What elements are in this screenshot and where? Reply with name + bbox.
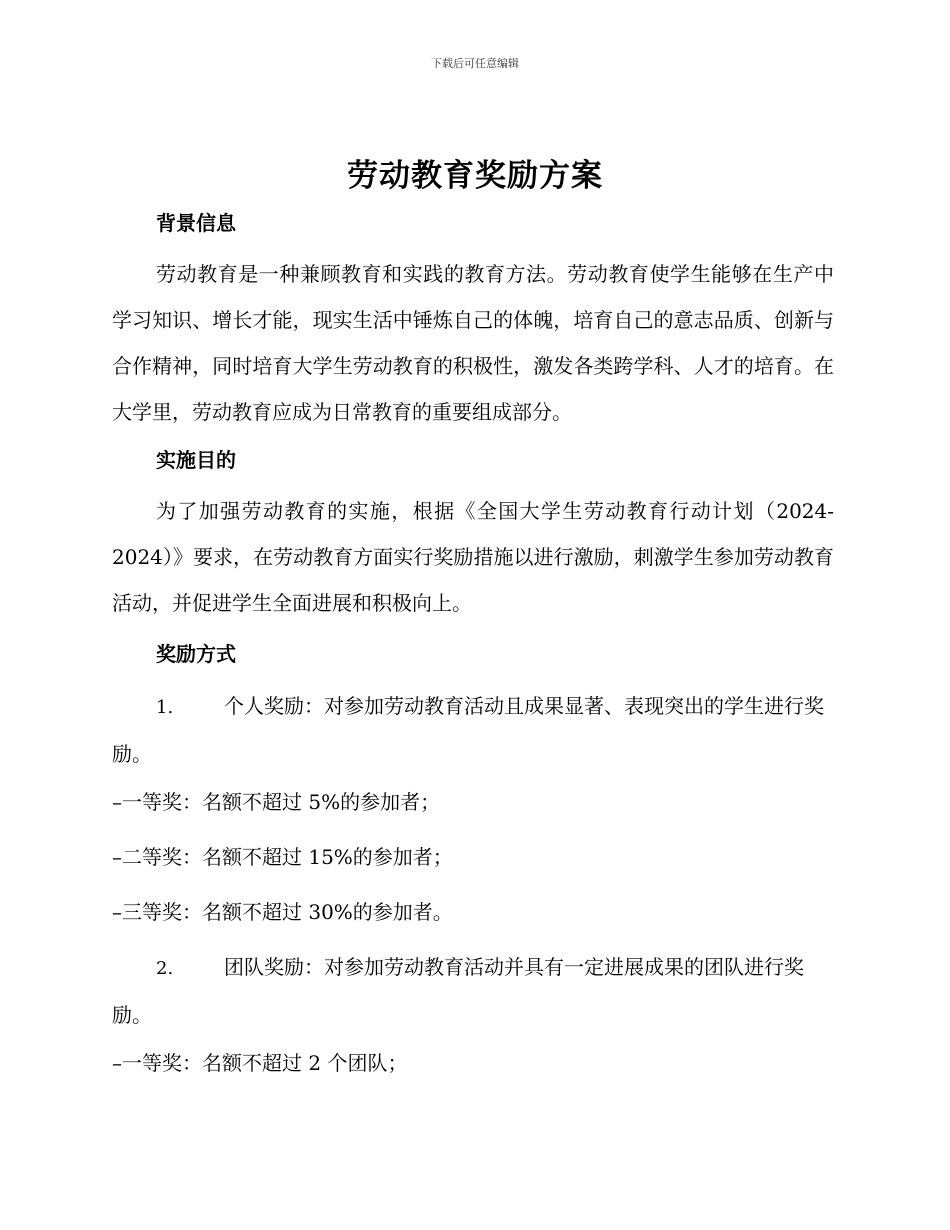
sub-item: –二等奖：名额不超过 15%的参加者； [112, 845, 453, 869]
list-item-team [112, 944, 834, 1038]
section-heading-purpose: 实施目的 [156, 448, 236, 472]
list-item-text: 个人奖励：对参加劳动教育活动且成果显著、表现突出的学生进行奖励。 [112, 694, 824, 766]
section-heading-methods: 奖励方式 [156, 642, 236, 666]
sub-item: –一等奖：名额不超过 2 个团队； [112, 1051, 408, 1075]
section-body-background: 劳动教育是一种兼顾教育和实践的教育方法。劳动教育使学生能够在生产中学习知识、增长才能，现实生活中锤炼自己的体魄，培育自己的意志品质、创新与合作精神，同时培育大学生劳动教育的积极性，激发各类跨学科、人才的培育。在大学里，劳动教育应成为日常教育的重要组成部分。 [112, 262, 834, 424]
sub-item: –三等奖：名额不超过 30%的参加者。 [112, 900, 453, 924]
document-title: 劳动教育奖励方案 [347, 158, 603, 194]
list-item-text: 团队奖励：对参加劳动教育活动并具有一定进展成果的团队进行奖励。 [112, 955, 804, 1027]
list-item-number: 2. [156, 958, 174, 979]
section-heading-background: 背景信息 [156, 211, 236, 235]
section-body-purpose: 为了加强劳动教育的实施，根据《全国大学生劳动教育行动计划（2024-2024）》要求，在劳动教育方面实行奖励措施以进行激励，刺激学生参加劳动教育活动，并促进学生全面进展和积极向上。 [112, 499, 834, 615]
list-item-number: 1. [156, 697, 174, 718]
header-note: 下载后可任意编辑 [431, 57, 519, 70]
sub-item: –一等奖：名额不超过 5%的参加者； [112, 790, 441, 814]
list-item-individual [112, 683, 834, 777]
